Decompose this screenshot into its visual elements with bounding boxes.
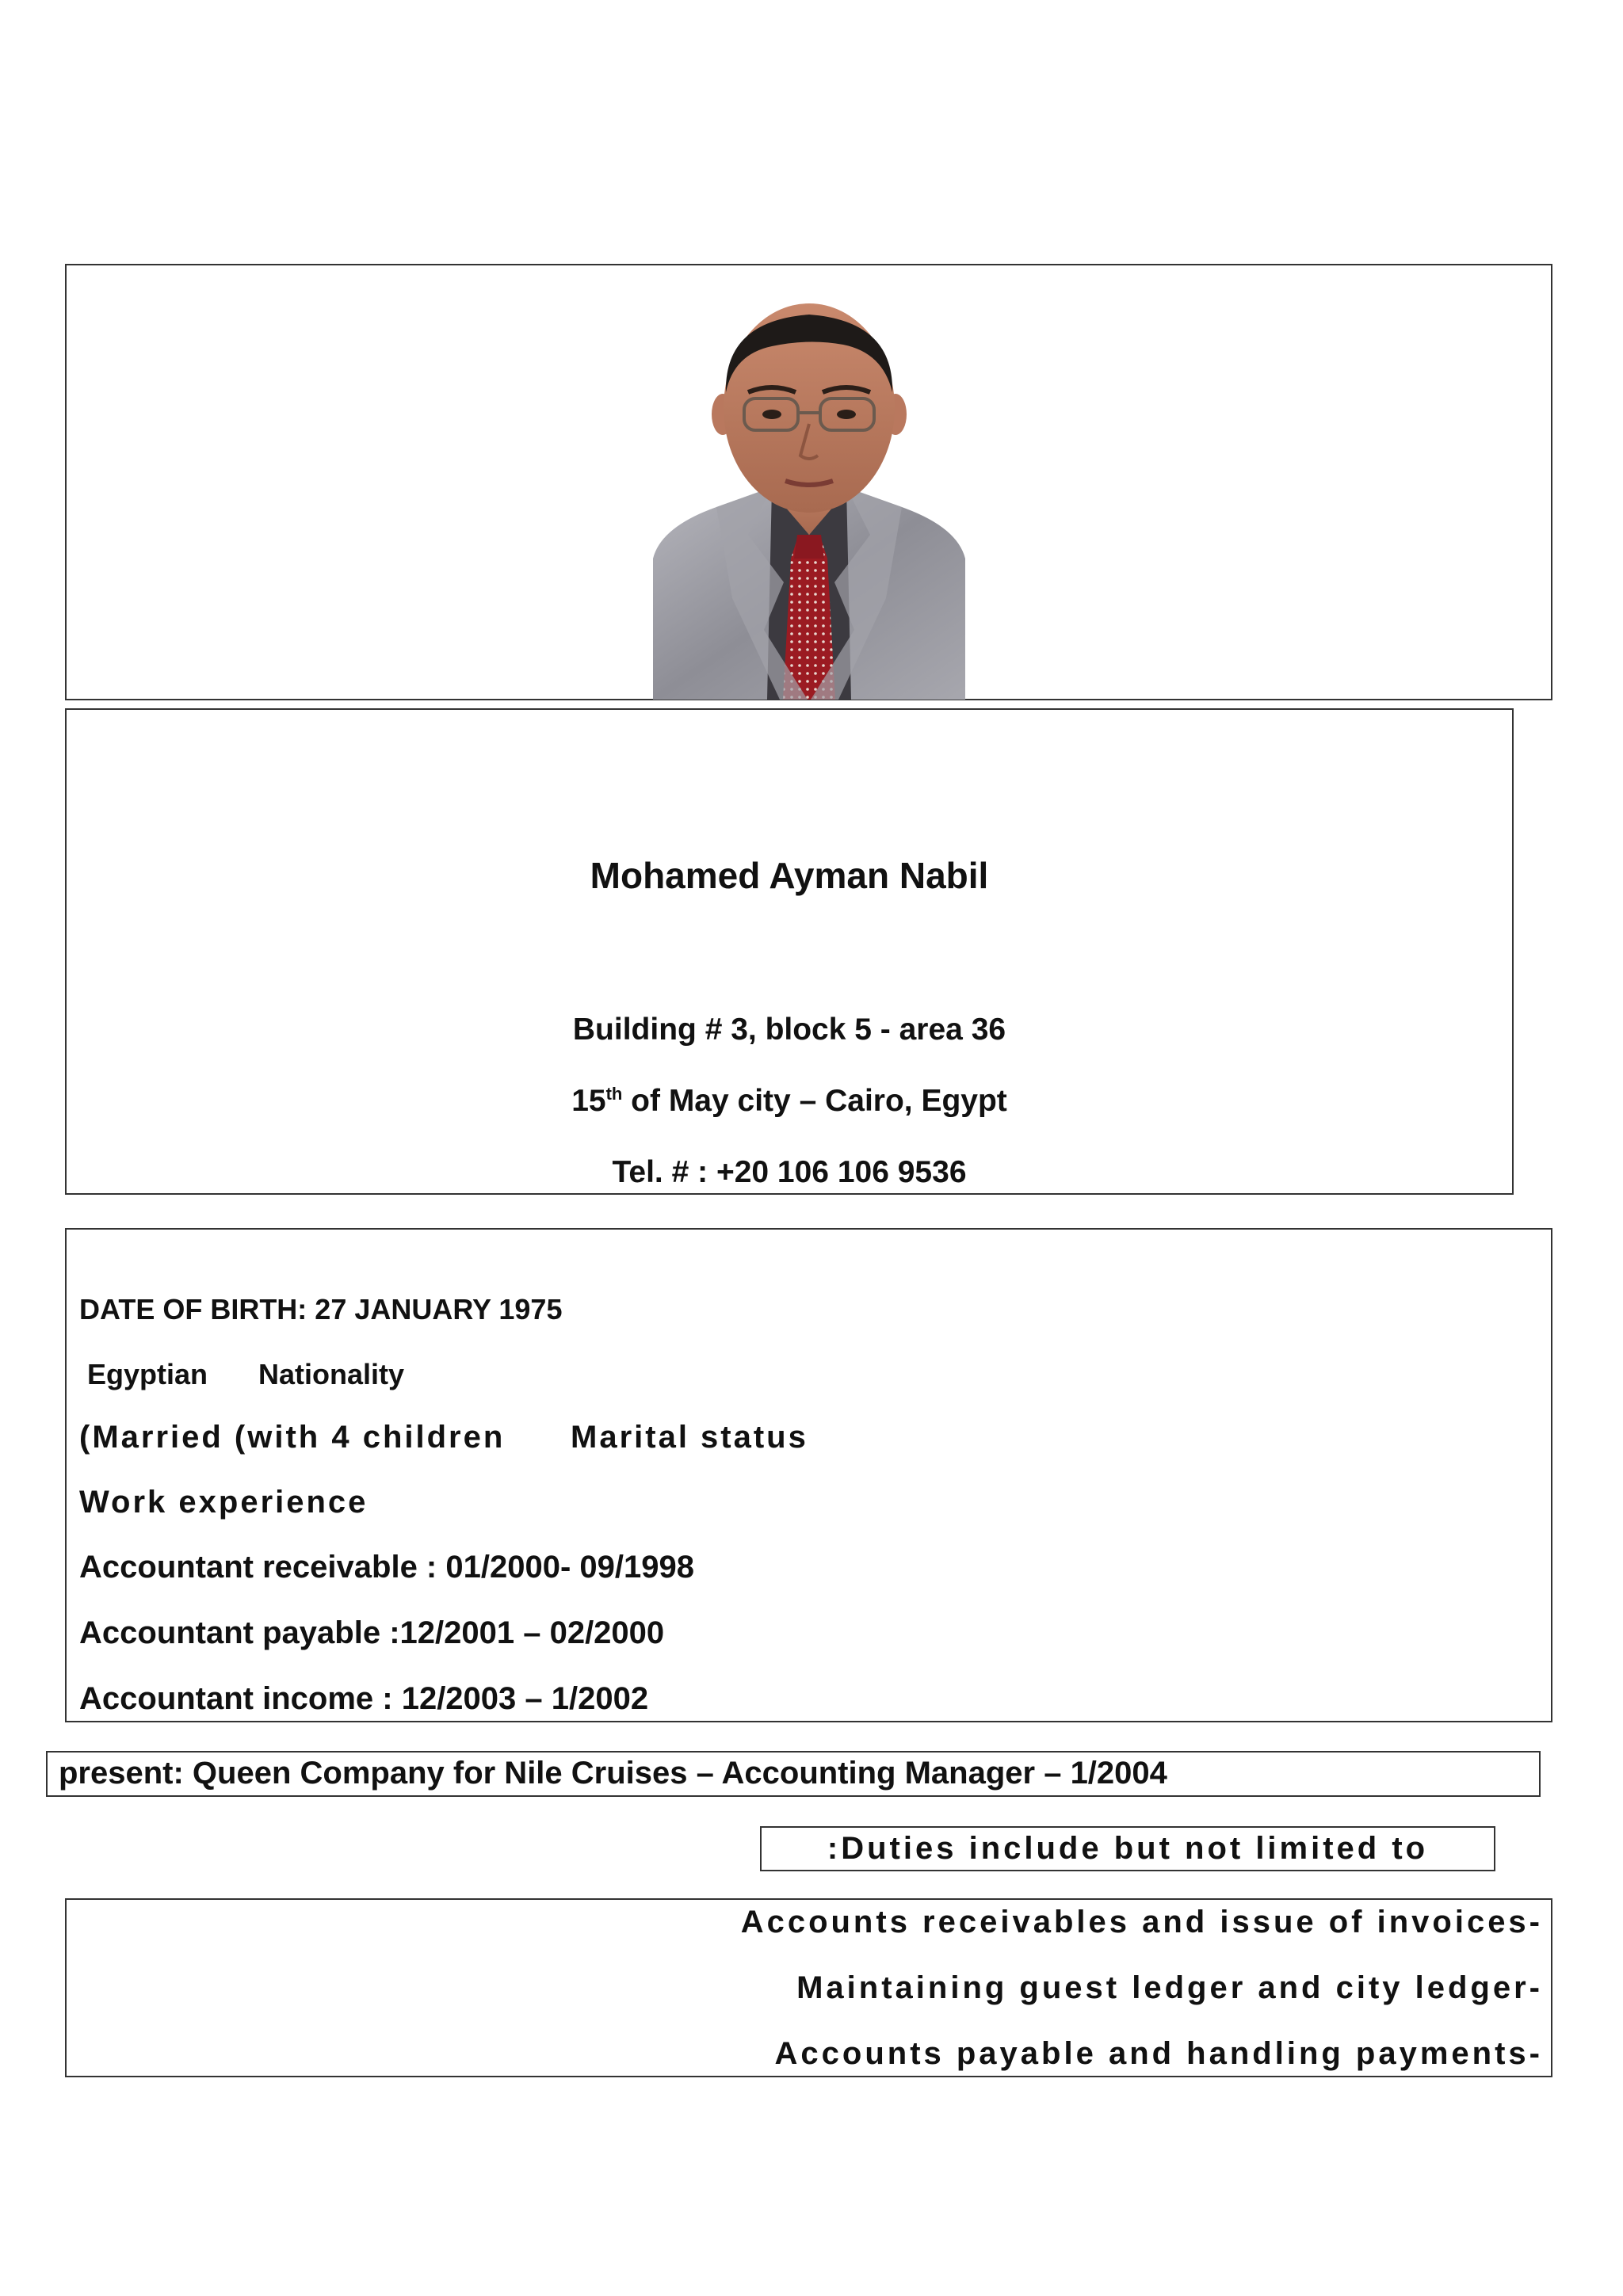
address-line-2 [67,1084,1512,1119]
present-job: present: Queen Company for Nile Cruises – Accounting Manager – 1/2004 [59,1756,1167,1791]
telephone: Tel. # : +20 106 106 9536 [612,1155,967,1189]
address-line-2-prefix: 15 [571,1084,606,1118]
duty-item: Maintaining guest ledger and city ledger- [796,1970,1543,2005]
address-line-2-sup: th [605,1084,623,1104]
marital-status-value: (Married (with 4 children [79,1420,506,1455]
nationality-label: Nationality [258,1358,405,1390]
job-entry: Accountant payable :12/2001 – 02/2000 [79,1615,665,1650]
present-job-section [46,1751,1541,1797]
work-experience-heading: Work experience [79,1485,369,1520]
job-entry: Accountant income : 12/2003 – 1/2002 [79,1681,649,1716]
address-line-1: Building # 3, block 5 - area 36 [572,1013,1006,1047]
personal-section [65,1228,1552,1722]
contact-section [65,708,1514,1195]
profile-photo [653,297,965,700]
person-name: Mohamed Ayman Nabil [590,855,989,896]
marital-status-label: Marital status [571,1420,808,1455]
photo-section [65,264,1552,700]
job-entry: Accountant receivable : 01/2000- 09/1998 [79,1550,694,1585]
address-line-2-rest: of May city – Cairo, Egypt [622,1084,1007,1118]
duties-section [65,1898,1552,2077]
duties-heading: :Duties include but not limited to [827,1831,1429,1866]
nationality-value: Egyptian [87,1358,208,1390]
date-of-birth: DATE OF BIRTH: 27 JANUARY 1975 [79,1293,563,1325]
duty-item: Accounts payable and handling payments- [774,2036,1543,2071]
duties-heading-box [760,1826,1495,1871]
duty-item: Accounts receivables and issue of invoices- [740,1905,1543,1939]
